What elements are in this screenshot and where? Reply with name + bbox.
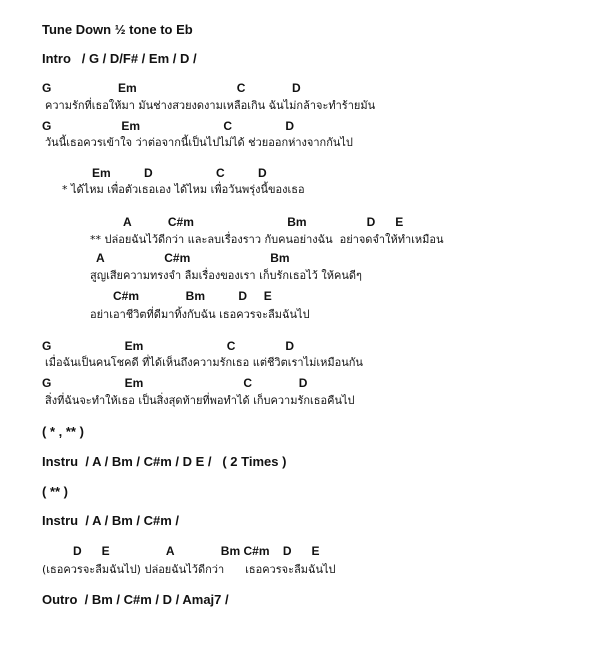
chorus-lyric-line-2: สูญเสียความทรงจำ ลืมเรื่องของเรา เก็บรักเธอไว้ ให้คนดีๆ (90, 269, 362, 282)
repeat-marker-1: ( * , ** ) (42, 424, 84, 439)
verse2-lyric-line-1: เมื่อฉันเป็นคนโชคดี ที่ได้เห็นถึงความรักเธอ แต่ชีวิตเราไม่เหมือนกัน (45, 356, 363, 369)
chorus-lyric-line-3: อย่าเอาชีวิตที่ดีมาทิ้งกับฉัน เธอควรจะลืมฉันไป (90, 308, 310, 321)
chorus-chord-line-2: A C#m Bm (96, 251, 290, 265)
chorus-chord-line-3: C#m Bm D E (113, 289, 272, 303)
instrumental-progression-1: Instru / A / Bm / C#m / D E / ( 2 Times ) (42, 454, 287, 469)
intro-progression: Intro / G / D/F# / Em / D / (42, 51, 197, 66)
prechorus-chord-line: Em D C D (92, 166, 267, 180)
tuning-note: Tune Down ½ tone to Eb (42, 22, 193, 37)
chorus-lyric-line-1: ** ปล่อยฉันไว้ดีกว่า และลบเรื่องราว กับคนอย่างฉัน อย่าจดจำให้ทำเหมือน (90, 233, 444, 246)
ending-lyric-line: (เธอควรจะลืมฉันไป) ปล่อยฉันไว้ดีกว่า เธอควรจะลืมฉันไป (42, 563, 336, 576)
outro-progression: Outro / Bm / C#m / D / Amaj7 / (42, 592, 229, 607)
ending-chord-line: D E A Bm C#m D E (73, 544, 320, 558)
verse2-chord-line-1: G Em C D (42, 339, 295, 353)
instrumental-progression-2: Instru / A / Bm / C#m / (42, 513, 180, 528)
repeat-marker-2: ( ** ) (42, 484, 68, 499)
verse2-lyric-line-2: สิ่งที่ฉันจะทำให้เธอ เป็นสิ่งสุดท้ายที่พอทำได้ เก็บความรักเธอคืนไป (45, 394, 355, 407)
chorus-chord-line-1: A C#m Bm D E (123, 215, 404, 229)
verse1-lyric-line-2: วันนี้เธอควรเข้าใจ ว่าต่อจากนี้เป็นไปไม่ได้ ช่วยออกห่างจากกันไป (45, 136, 353, 149)
verse2-chord-line-2: G Em C D (42, 376, 308, 390)
prechorus-lyric-line: * ได้ไหม เพื่อตัวเธอเอง ได้ไหม เพื่อวันพรุ่งนี้ของเธอ (62, 183, 305, 196)
verse1-chord-line-2: G Em C D (42, 119, 295, 133)
verse1-lyric-line-1: ความรักที่เธอให้มา มันช่างสวยงดงามเหลือเกิน ฉันไม่กล้าจะทำร้ายมัน (45, 99, 376, 112)
verse1-chord-line-1: G Em C D (42, 81, 301, 95)
